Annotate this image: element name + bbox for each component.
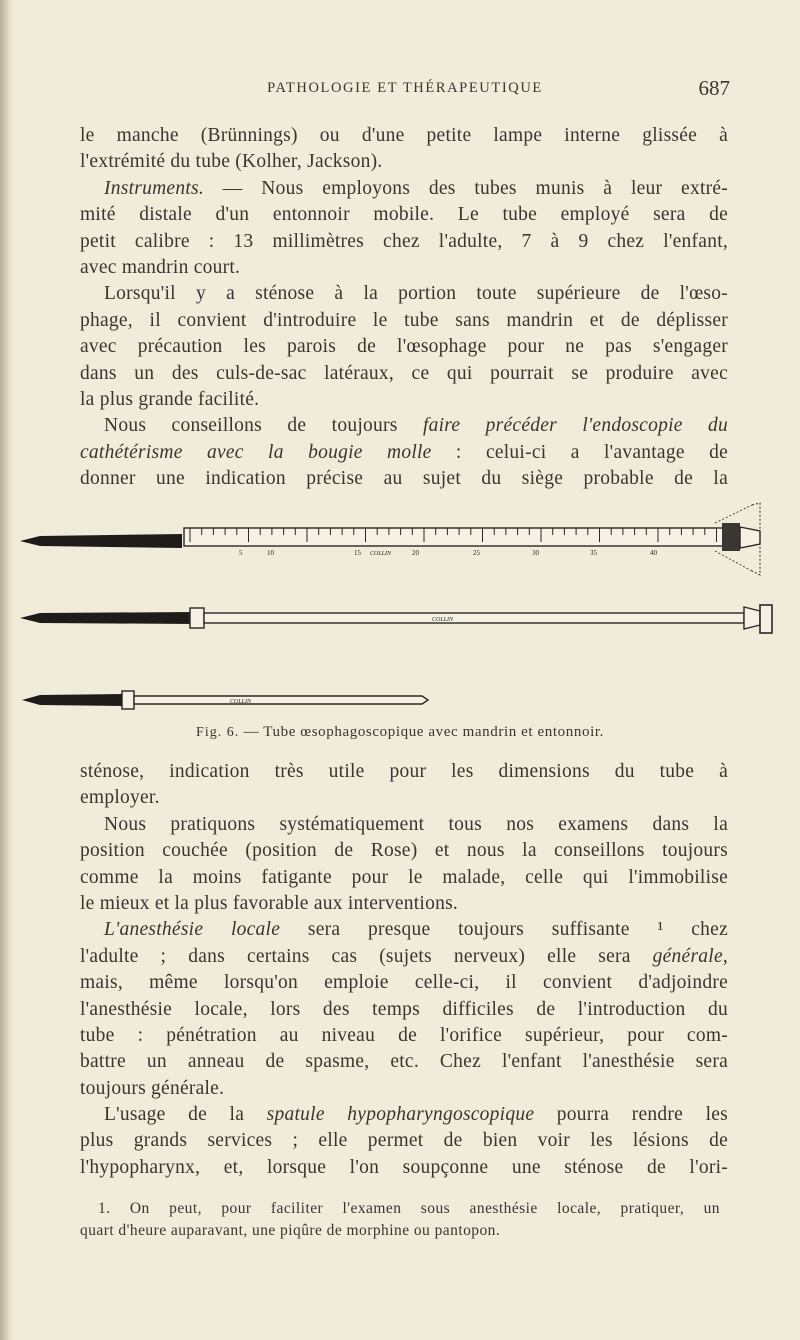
tube-handle-dark bbox=[20, 534, 182, 548]
text-segment: l'adulte ; dans certains cas (sujets nerveux) elle sera bbox=[80, 945, 653, 967]
text-segment: l'hypopharynx, et, lorsque l'on soupçonne une sténose de l'ori- bbox=[80, 1156, 728, 1178]
text-line bbox=[80, 334, 728, 360]
mandrin-collar bbox=[122, 691, 134, 709]
text-line bbox=[80, 149, 728, 175]
text-line bbox=[80, 1128, 728, 1154]
text-line bbox=[80, 1023, 728, 1049]
body-text-top bbox=[80, 123, 728, 492]
footnote bbox=[80, 1198, 720, 1242]
text-segment: avec précaution les parois de l'œsophage pour ne pas s'engager bbox=[80, 336, 728, 358]
text-line bbox=[80, 255, 728, 281]
ruler-number: 5 bbox=[239, 549, 243, 557]
text-line bbox=[80, 466, 728, 492]
running-head: PATHOLOGIE ET THÉRAPEUTIQUE bbox=[267, 80, 543, 96]
ruler-number: 25 bbox=[473, 549, 480, 557]
text-line bbox=[80, 838, 728, 864]
text-segment: battre un anneau de spasme, etc. Chez l'enfant l'anesthésie sera bbox=[80, 1051, 728, 1073]
figure-caption bbox=[0, 724, 800, 741]
text-line bbox=[80, 1049, 728, 1075]
text-segment: spatule hypopharyngoscopique bbox=[266, 1104, 535, 1126]
text-line bbox=[80, 944, 728, 970]
text-segment: , bbox=[722, 945, 728, 967]
mandrin-short bbox=[22, 691, 428, 709]
text-segment: l'extrémité du tube (Kolher, Jackson). bbox=[80, 151, 383, 173]
text-line bbox=[80, 891, 728, 917]
text-segment: Lorsqu'il y a sténose à la portion toute supérieure de l'œso- bbox=[104, 283, 728, 305]
ruler-number: 10 bbox=[267, 549, 274, 557]
text-segment: cathétérisme avec la bougie molle bbox=[80, 441, 432, 463]
ruler-number: 20 bbox=[412, 549, 419, 557]
body-text-bottom bbox=[80, 759, 728, 1181]
text-line bbox=[80, 413, 728, 439]
text-segment: toujours générale. bbox=[80, 1077, 225, 1099]
text-line bbox=[80, 361, 728, 387]
figure-caption-text: — Tube œsophagoscopique avec mandrin et entonnoir. bbox=[239, 724, 604, 740]
tube-collar bbox=[190, 608, 204, 628]
maker-mark: COLLIN bbox=[370, 551, 392, 557]
mandrin-handle-dark bbox=[22, 694, 125, 706]
ruler-number: 30 bbox=[532, 549, 539, 557]
funnel-collar bbox=[722, 523, 740, 551]
text-line bbox=[80, 176, 728, 202]
text-segment: l'anesthésie locale, lors des temps difficiles de l'introduction du bbox=[80, 998, 728, 1020]
text-line bbox=[80, 123, 728, 149]
text-segment: phage, il convient d'introduire le tube sans mandrin et de déplisser bbox=[80, 309, 728, 331]
text-segment: faire précéder l'endoscopie du bbox=[422, 415, 729, 437]
footnote-text: 1. On peut, pour faciliter l'examen sous anesthésie locale, pratiquer, un bbox=[98, 1200, 720, 1217]
text-line bbox=[80, 1076, 728, 1102]
text-line bbox=[80, 970, 728, 996]
text-segment: Instruments. bbox=[104, 177, 204, 199]
maker-mark: COLLIN bbox=[432, 617, 454, 623]
text-line bbox=[80, 785, 728, 811]
ruler-number: 40 bbox=[650, 549, 657, 557]
text-segment: Nous pratiquons systématiquement tous nos examens dans la bbox=[104, 813, 728, 835]
tube-handle-dark bbox=[20, 612, 195, 624]
text-line bbox=[80, 440, 728, 466]
funnel-rim bbox=[760, 605, 772, 633]
ruler-body bbox=[184, 528, 724, 546]
text-segment: mais, même lorsqu'on emploie celle-ci, il convient d'adjoindre bbox=[80, 972, 728, 994]
text-segment: sera presque toujours suffisante ¹ chez bbox=[280, 919, 728, 941]
text-segment: Nous conseillons de toujours bbox=[104, 415, 423, 437]
text-segment: mité distale d'un entonnoir mobile. Le tube employé sera de bbox=[80, 204, 728, 226]
footnote-text: quart d'heure auparavant, une piqûre de morphine ou pantopon. bbox=[80, 1222, 501, 1239]
text-line bbox=[80, 387, 728, 413]
maker-mark: COLLIN bbox=[230, 699, 252, 705]
text-segment: petit calibre : 13 millimètres chez l'adulte, 7 à 9 chez l'enfant, bbox=[80, 230, 728, 252]
text-segment: position couchée (position de Rose) et nous la conseillons toujours bbox=[80, 840, 728, 862]
text-segment: pourra rendre les bbox=[534, 1104, 728, 1126]
text-segment: dans un des culs-de-sac latéraux, ce qui pourrait se produire avec bbox=[80, 362, 728, 384]
tube-shaft bbox=[204, 613, 744, 623]
figure-label: Fig. 6. bbox=[196, 725, 240, 740]
text-segment: — Nous employons des tubes munis à leur extré- bbox=[203, 177, 728, 199]
text-line bbox=[80, 229, 728, 255]
text-line bbox=[80, 202, 728, 228]
footnote-line bbox=[80, 1198, 720, 1220]
text-segment: avec mandrin court. bbox=[80, 256, 241, 278]
text-segment: employer. bbox=[80, 787, 160, 809]
footnote-line bbox=[80, 1220, 720, 1242]
text-line bbox=[80, 281, 728, 307]
funnel bbox=[740, 527, 760, 548]
funnel bbox=[744, 607, 760, 629]
esophagoscope-illustration bbox=[0, 495, 800, 715]
text-segment: plus grands services ; elle permet de bien voir les lésions de bbox=[80, 1130, 728, 1152]
text-segment: sténose, indication très utile pour les dimensions du tube à bbox=[80, 761, 728, 782]
page-number: 687 bbox=[698, 76, 730, 100]
mandrin-shaft bbox=[134, 696, 428, 704]
text-line bbox=[80, 1155, 728, 1181]
text-line bbox=[80, 917, 728, 943]
text-segment: le manche (Brünnings) ou d'une petite lampe interne glissée à bbox=[80, 125, 728, 146]
ruler-number: 35 bbox=[590, 549, 597, 557]
text-line bbox=[80, 812, 728, 838]
text-segment: comme la moins fatigante pour le malade, celle qui l'immobilise bbox=[80, 866, 728, 888]
tube-with-ruler bbox=[20, 503, 760, 575]
text-line bbox=[80, 865, 728, 891]
page-header bbox=[80, 76, 730, 106]
text-segment: le mieux et la plus favorable aux interventions. bbox=[80, 892, 459, 914]
ruler-number: 15 bbox=[354, 549, 361, 557]
text-segment: la plus grande facilité. bbox=[80, 388, 260, 410]
text-segment: L'anesthésie locale bbox=[104, 919, 281, 941]
figure-esophagoscope bbox=[0, 495, 800, 715]
text-line bbox=[80, 1102, 728, 1128]
text-segment: : celui-ci a l'avantage de bbox=[431, 441, 728, 463]
text-line bbox=[80, 308, 728, 334]
tube-long bbox=[20, 605, 772, 633]
text-segment: L'usage de la bbox=[104, 1104, 267, 1126]
text-line bbox=[80, 759, 728, 785]
text-segment: générale bbox=[652, 945, 723, 967]
text-segment: donner une indication précise au sujet du siège probable de la bbox=[80, 468, 728, 490]
text-segment: tube : pénétration au niveau de l'orifice supérieur, pour com- bbox=[80, 1024, 728, 1046]
text-line bbox=[80, 997, 728, 1023]
